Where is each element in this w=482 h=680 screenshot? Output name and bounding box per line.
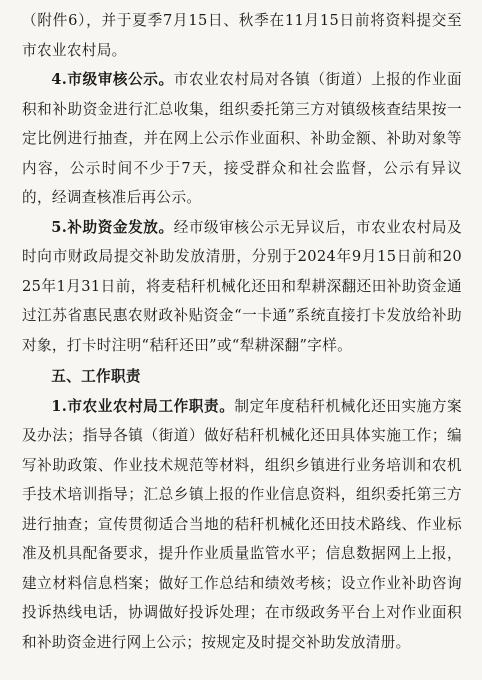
paragraph-subsidy-payment: [22, 213, 462, 361]
paragraph-text: 市农业农村局对各镇（街道）上报的作业面积和补助资金进行汇总收集，组织委托第三方对镇级核查结果按一定比例进行抽查，并在网上公示作业面积、补助金额、补助对象等内容，公示时间不少于7天，接受群众和社会监督，公示有异议的，经调查核准后再公示。: [22, 71, 463, 206]
paragraph-text: （附件6），并于夏季7月15日、秋季在11月15日前将资料提交至市农业农村局。: [22, 12, 462, 59]
section-heading: 五、工作职责: [51, 368, 141, 385]
paragraph-submission-deadline: [22, 6, 462, 65]
paragraph-text: 制定年度秸秆机械化还田实施方案及办法；指导各镇（街道）做好秸秆机械化还田具体实施工作；编写补助政策、作业技术规范等材料，组织乡镇进行业务培训和农机手技术培训指导；汇总乡镇上报的作业信息资料，组织委托第三方进行抽查；宣传贯彻适合当地的秸秆机械化还田技术路线、作业标准及机具配备要求，提升作业质量监管水平；信息数据网上上报，建立材料信息档案；做好工作总结和绩效考核；设立作业补助咨询投诉热线电话，协调做好投诉处理；在市级政务平台上对作业面积和补助资金进行网上公示；按规定及时提交补助发放清册。: [22, 397, 462, 651]
paragraph-bureau-duties: [22, 392, 462, 658]
item-label: 1.市农业农村局工作职责。: [51, 397, 235, 415]
paragraph-review-publicity: [22, 65, 462, 213]
paragraph-text: 经市级审核公示无异议后，市农业农村局及时向市财政局提交补助发放清册，分别于2024年9月15日前和2025年1月31日前，将麦秸秆机械化还田和犁耕深翻还田补助资金通过江苏省惠民惠农财政补贴资金“一卡通”系统直接打卡发放给补助对象，打卡时注明“秸秆还田”或“犁耕深翻”字样。: [22, 218, 463, 354]
item-label: 4.市级审核公示。: [51, 71, 174, 88]
item-label: 5.补助资金发放。: [51, 218, 174, 236]
